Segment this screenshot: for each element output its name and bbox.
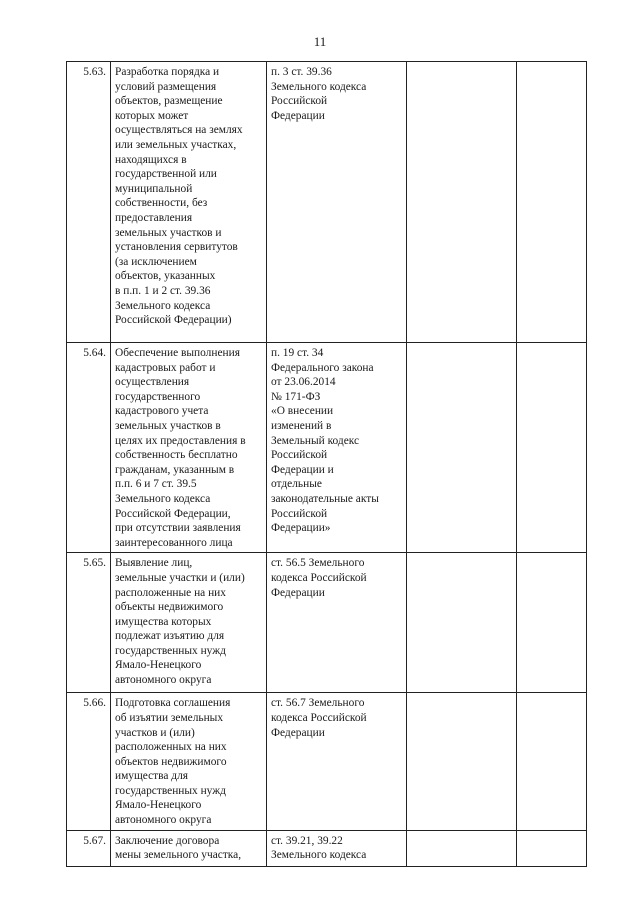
table-row <box>67 830 587 866</box>
table-row <box>67 553 587 693</box>
row-legal-basis: п. 19 ст. 34 Федерального закона от 23.06.2014 № 171-ФЗ «О внесении изменений в Земельный кодекс Российской Федерации и отдельные законодательные акты Российской Федерации» <box>267 343 407 553</box>
row-number: 5.67. <box>67 830 111 866</box>
row-empty-cell <box>517 553 587 693</box>
row-legal-basis: ст. 39.21, 39.22 Земельного кодекса <box>267 830 407 866</box>
row-description: Подготовка соглашения об изъятии земельных участков и (или) расположенных на них объектов недвижимого имущества для государственных нужд Ямало-Ненецкого автономного округа <box>111 693 267 830</box>
row-description: Заключение договора мены земельного участка, <box>111 830 267 866</box>
row-description: Разработка порядка и условий размещения объектов, размещение которых может осуществляться на землях или земельных участках, находящихся в государственной или муниципальной собственности, без предоставления земельных участков и установления сервитутов (за исключением объектов, указанных в п.п. 1 и 2 ст. 39.36 Земельного кодекса Российской Федерации) <box>111 62 267 343</box>
row-empty-cell <box>517 693 587 830</box>
row-description: Выявление лиц, земельные участки и (или) расположенные на них объекты недвижимого имущества которых подлежат изъятию для государственных нужд Ямало-Ненецкого автономного округа <box>111 553 267 693</box>
row-number: 5.66. <box>67 693 111 830</box>
row-empty-cell <box>407 830 517 866</box>
page-number: 11 <box>313 34 327 49</box>
row-empty-cell <box>407 62 517 343</box>
row-empty-cell <box>517 830 587 866</box>
row-number: 5.63. <box>67 62 111 343</box>
row-legal-basis: ст. 56.5 Земельного кодекса Российской Федерации <box>267 553 407 693</box>
row-number: 5.65. <box>67 553 111 693</box>
row-legal-basis: ст. 56.7 Земельного кодекса Российской Федерации <box>267 693 407 830</box>
table-row <box>67 343 587 553</box>
row-empty-cell <box>407 693 517 830</box>
powers-table <box>66 61 587 867</box>
row-description: Обеспечение выполнения кадастровых работ и осуществления государственного кадастрового учета земельных участков в целях их предоставления в собственность бесплатно гражданам, указанным в п.п. 6 и 7 ст. 39.5 Земельного кодекса Российской Федерации, при отсутствии заявления заинтересованного лица <box>111 343 267 553</box>
row-legal-basis: п. 3 ст. 39.36 Земельного кодекса Российской Федерации <box>267 62 407 343</box>
row-number: 5.64. <box>67 343 111 553</box>
row-empty-cell <box>517 62 587 343</box>
row-empty-cell <box>407 553 517 693</box>
table-row <box>67 62 587 343</box>
row-empty-cell <box>517 343 587 553</box>
table-row <box>67 693 587 830</box>
row-empty-cell <box>407 343 517 553</box>
